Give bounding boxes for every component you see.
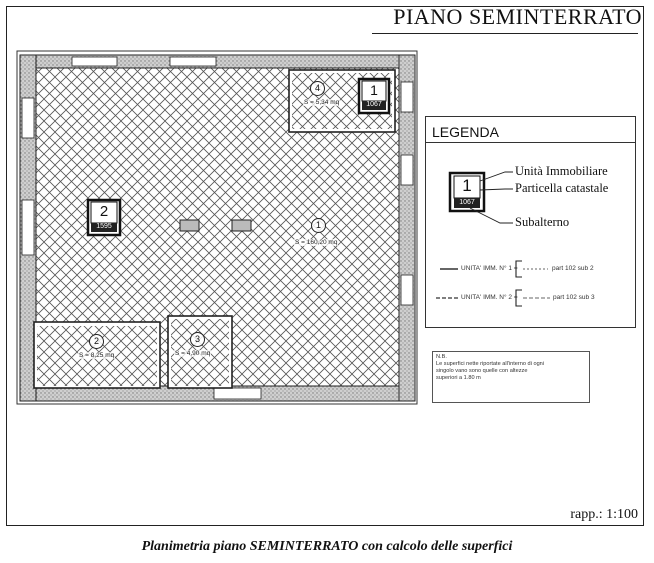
room-main-area: S = 160,20 mq — [295, 239, 338, 246]
scale-label: rapp.: 1:100 — [570, 507, 638, 522]
room-3-area: S = 4,90 mq — [175, 350, 211, 357]
legend-title: LEGENDA — [432, 124, 499, 140]
legend-unit1-label: UNITA' IMM. N° 1 = — [461, 265, 518, 272]
legend-label-sub: Subalterno — [515, 215, 570, 229]
legend-unit2-label: UNITA' IMM. N° 2 = — [461, 294, 518, 301]
note-heading: N.B. — [436, 354, 447, 360]
unit2-marker-number: 2 — [99, 203, 109, 220]
note-line: superiori a 1.80 m — [436, 375, 481, 381]
room-2-area: S = 8,25 mq — [79, 352, 115, 359]
legend-symbol-code: 1067 — [459, 199, 475, 206]
room-4-number: 4 — [310, 81, 325, 96]
drawing-caption: Planimetria piano SEMINTERRATO con calcolo delle superfici — [141, 539, 513, 554]
legend-label-parcel: Particella catastale — [515, 181, 609, 195]
legend-unit2-ref: part 102 sub 3 — [553, 294, 595, 301]
note-box — [432, 351, 590, 403]
unit1-marker-number: 1 — [370, 82, 378, 98]
note-line: Le superfici nette riportate all'interno di ogni — [436, 361, 545, 367]
room-2-number: 2 — [89, 334, 104, 349]
legend-unit1-ref: part 102 sub 2 — [552, 265, 594, 272]
room-main-number: 1 — [311, 218, 326, 233]
drawing-title: PIANO SEMINTERRATO — [393, 4, 642, 29]
room-4-area: S = 5,34 mq — [304, 99, 340, 106]
legend-symbol-number: 1 — [462, 176, 472, 195]
note-line: singolo vano sono quelle con altezze — [436, 368, 528, 374]
unit2-marker-code: 1595 — [96, 223, 112, 230]
unit1-marker-code: 1067 — [366, 101, 382, 108]
room-3-number: 3 — [190, 332, 205, 347]
legend-label-unit: Unità Immobiliare — [515, 164, 608, 178]
